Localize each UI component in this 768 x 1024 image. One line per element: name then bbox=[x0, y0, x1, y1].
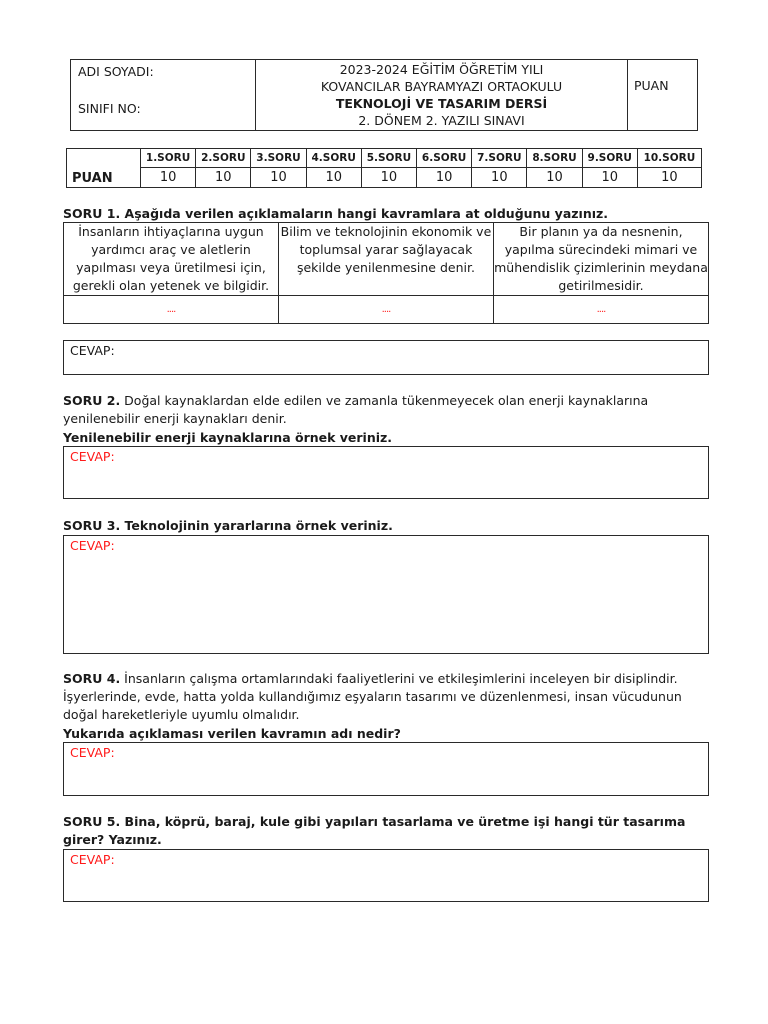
question-header: 2.SORU bbox=[196, 149, 251, 168]
question-4-number: SORU 4. bbox=[63, 671, 121, 686]
answer-label: CEVAP: bbox=[70, 538, 115, 553]
question-1-answer-box[interactable] bbox=[63, 340, 709, 375]
question-4-prompt: Yukarıda açıklaması verilen kavramın adı nedir? bbox=[63, 726, 401, 741]
question-4-text bbox=[63, 670, 713, 724]
school-year: 2023-2024 EĞİTİM ÖĞRETİM YILI bbox=[339, 62, 544, 77]
question-header: 4.SORU bbox=[306, 149, 361, 168]
answer-blank-3[interactable]: .... bbox=[493, 296, 708, 324]
question-points: 10 bbox=[251, 168, 306, 188]
question-header: 6.SORU bbox=[417, 149, 472, 168]
question-3-answer-box[interactable] bbox=[63, 535, 709, 654]
question-points: 10 bbox=[306, 168, 361, 188]
exam-title-cell bbox=[256, 60, 628, 131]
student-info-cell bbox=[71, 60, 256, 131]
question-2-body: Doğal kaynaklardan elde edilen ve zamanla tükenmeyecek olan enerji kaynaklarına yenilenebilir enerji kaynakları denir. bbox=[63, 393, 649, 426]
question-3-title: SORU 3. Teknolojinin yararlarına örnek veriniz. bbox=[63, 518, 393, 533]
question-header: 8.SORU bbox=[527, 149, 582, 168]
question-header: 1.SORU bbox=[141, 149, 196, 168]
question-points: 10 bbox=[141, 168, 196, 188]
question-header: 7.SORU bbox=[472, 149, 527, 168]
question-1-table bbox=[63, 222, 709, 324]
question-points: 10 bbox=[472, 168, 527, 188]
name-label: ADI SOYADI: bbox=[78, 64, 154, 79]
answer-label: CEVAP: bbox=[70, 449, 115, 464]
question-2-prompt: Yenilenebilir enerji kaynaklarına örnek veriniz. bbox=[63, 430, 393, 445]
score-label: PUAN bbox=[634, 78, 669, 93]
question-2-number: SORU 2. bbox=[63, 393, 121, 408]
question-points: 10 bbox=[196, 168, 251, 188]
definition-1: İnsanların ihtiyaçlarına uygun yardımcı araç ve aletlerin yapılması veya üretilmesi için, gerekli olan yetenek ve bilgidir. bbox=[64, 223, 279, 296]
question-header: 3.SORU bbox=[251, 149, 306, 168]
points-row-label: PUAN bbox=[67, 149, 141, 188]
question-4-body: İnsanların çalışma ortamlarındaki faaliyetlerini ve etkileşimlerini inceleyen bir disiplindir. İşyerlerinde, evde, hatta yolda kullandığımız eşyaların tasarımı ve düzenlenmesi, insan vücudunun doğal hareketleriyle uyumlu olmalıdır. bbox=[63, 671, 682, 722]
question-1-title: SORU 1. Aşağıda verilen açıklamaların hangi kavramlara at olduğunu yazınız. bbox=[63, 206, 609, 221]
question-header: 10.SORU bbox=[637, 149, 701, 168]
question-5-answer-box[interactable] bbox=[63, 849, 709, 902]
definition-3: Bir planın ya da nesnenin, yapılma sürecindeki mimari ve mühendislik çizimlerinin meydana getirilmesidir. bbox=[493, 223, 708, 296]
question-points: 10 bbox=[527, 168, 582, 188]
course-name: TEKNOLOJİ VE TASARIM DERSİ bbox=[335, 96, 548, 111]
exam-header-table bbox=[70, 59, 698, 131]
total-score-cell bbox=[628, 60, 698, 131]
definition-2: Bilim ve teknolojinin ekonomik ve toplumsal yarar sağlayacak şekilde yenilenmesine denir. bbox=[278, 223, 493, 296]
question-points: 10 bbox=[361, 168, 416, 188]
question-5-title: SORU 5. Bina, köprü, baraj, kule gibi yapıları tasarlama ve üretme işi hangi tür tasarıma girer? Yazınız. bbox=[63, 814, 686, 847]
answer-blank-2[interactable]: .... bbox=[278, 296, 493, 324]
exam-name: 2. DÖNEM 2. YAZILI SINAVI bbox=[358, 113, 525, 128]
question-header: 5.SORU bbox=[361, 149, 416, 168]
question-points: 10 bbox=[582, 168, 637, 188]
question-header: 9.SORU bbox=[582, 149, 637, 168]
question-points: 10 bbox=[417, 168, 472, 188]
question-2-answer-box[interactable] bbox=[63, 446, 709, 499]
question-2-text bbox=[63, 392, 663, 428]
class-label: SINIFI NO: bbox=[78, 101, 141, 116]
question-4-answer-box[interactable] bbox=[63, 742, 709, 796]
school-name: KOVANCILAR BAYRAMYAZI ORTAOKULU bbox=[320, 79, 563, 94]
answer-label: CEVAP: bbox=[70, 852, 115, 867]
score-distribution-table bbox=[66, 148, 702, 188]
answer-label: CEVAP: bbox=[70, 343, 115, 358]
answer-label: CEVAP: bbox=[70, 745, 115, 760]
question-points: 10 bbox=[637, 168, 701, 188]
answer-blank-1[interactable]: .... bbox=[64, 296, 279, 324]
